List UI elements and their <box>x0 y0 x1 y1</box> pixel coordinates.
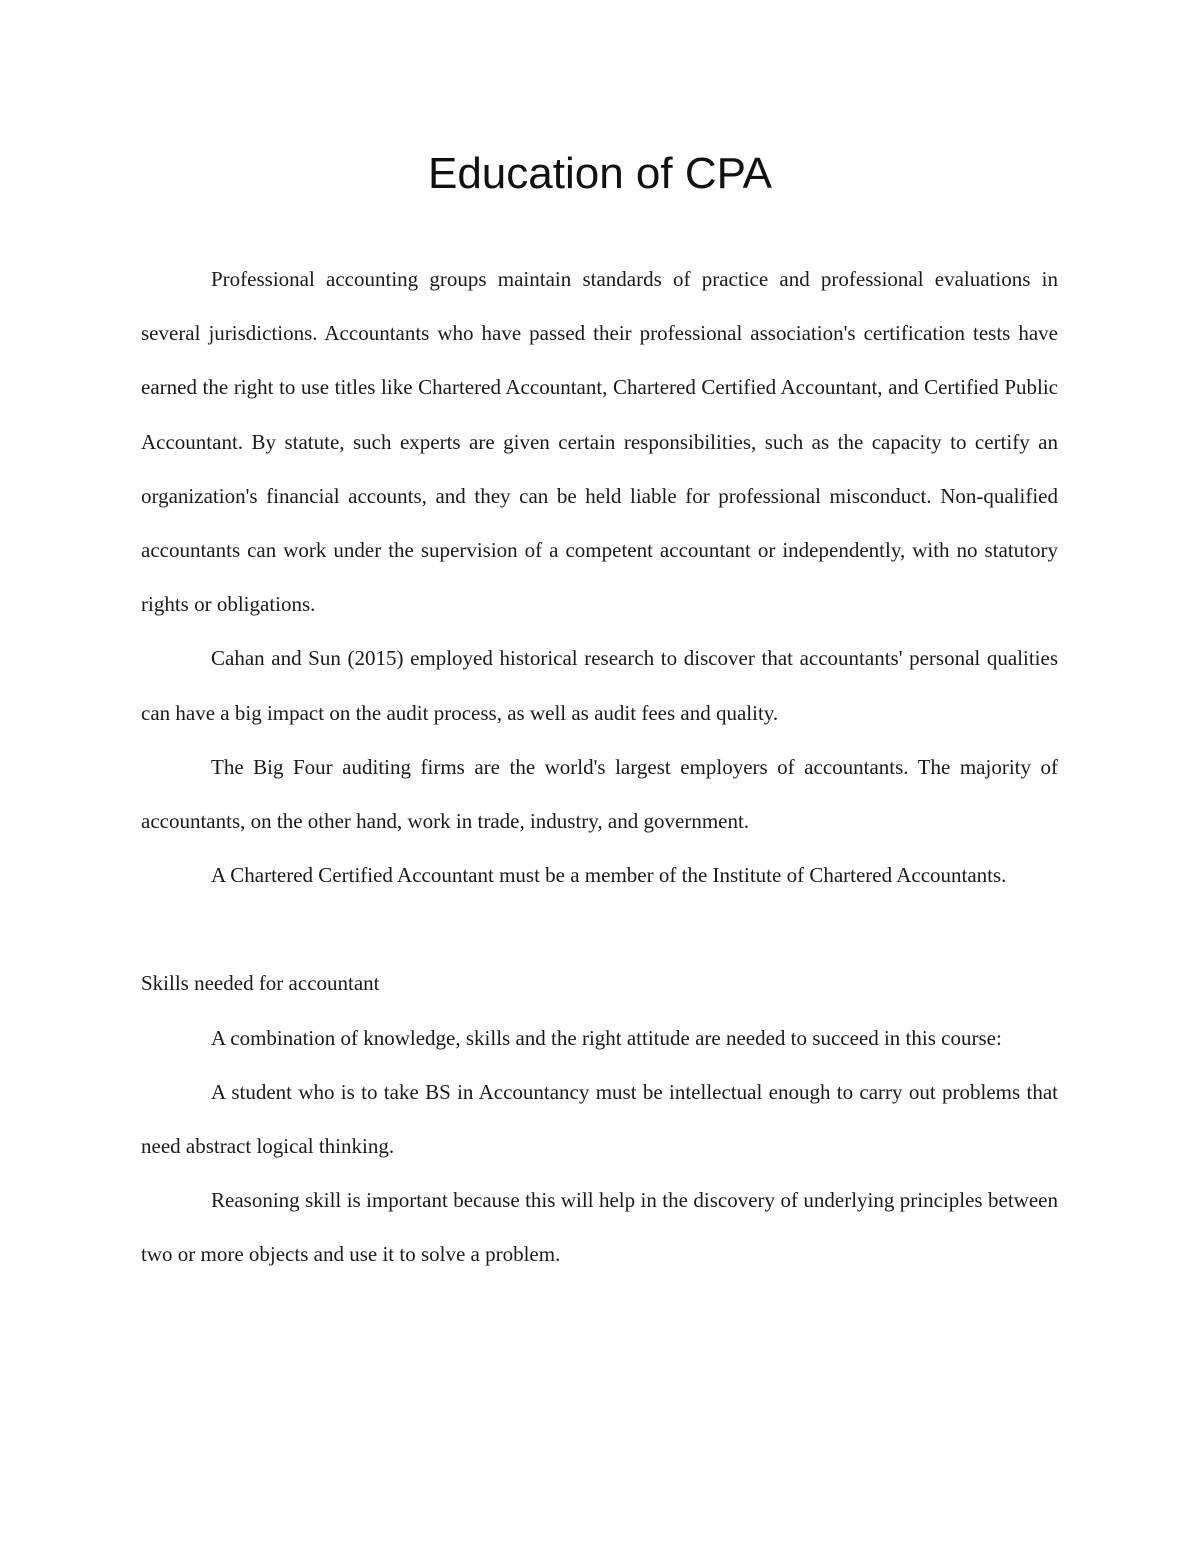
paragraph-intellectual: A student who is to take BS in Accountancy must be intellectual enough to carry out problems that need abstract logical thinking. <box>141 1079 1058 1159</box>
document-body <box>141 252 1058 1282</box>
document-title: Education of CPA <box>427 149 773 198</box>
paragraph-professional-groups: Professional accounting groups maintain standards of practice and professional evaluations in several jurisdictions. Accountants who have passed their professional association's certification tests have earned the right to use titles like Chartered Accountant, Chartered Certified Accountant, and Certified Public Accountant. By statute, such experts are given certain responsibilities, such as the capacity to certify an organization's financial accounts, and they can be held liable for professional misconduct. Non-qualified accountants can work under the supervision of a competent accountant or independently, with no statutory rights or obligations. <box>141 267 1058 617</box>
paragraph-chartered-certified: A Chartered Certified Accountant must be a member of the Institute of Chartered Accountants. <box>211 863 1007 888</box>
paragraph-cahan-sun: Cahan and Sun (2015) employed historical research to discover that accountants' personal qualities can have a big impact on the audit process, as well as audit fees and quality. <box>141 646 1058 725</box>
paragraph-big-four: The Big Four auditing firms are the world's largest employers of accountants. The majority of accountants, on the other hand, work in trade, industry, and government. <box>141 754 1058 834</box>
section-heading-skills: Skills needed for accountant <box>141 971 380 996</box>
paragraph-reasoning: Reasoning skill is important because this will help in the discovery of underlying principles between two or more objects and use it to solve a problem. <box>141 1188 1058 1267</box>
paragraph-combination: A combination of knowledge, skills and the right attitude are needed to succeed in this course: <box>211 1025 1002 1050</box>
